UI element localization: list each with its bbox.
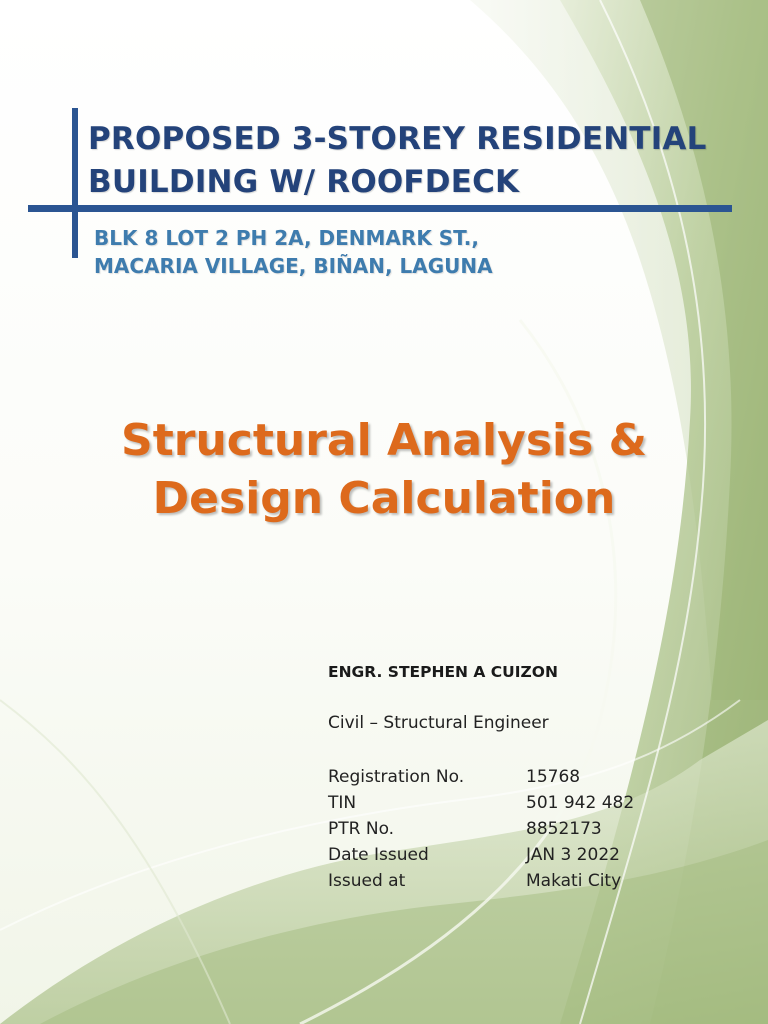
credential-value: Makati City (526, 871, 622, 891)
credential-value: 8852173 (526, 819, 602, 839)
project-title-line-2: BUILDING W/ ROOFDECK (88, 164, 520, 200)
title-vertical-accent-bar (72, 108, 78, 258)
credential-value: 501 942 482 (526, 793, 635, 813)
credential-value: JAN 3 2022 (526, 845, 620, 865)
engineer-credentials (328, 765, 668, 895)
credential-row-date-issued (328, 843, 668, 869)
credential-label: PTR No. (328, 819, 395, 839)
engineer-name: ENGR. STEPHEN A CUIZON (328, 663, 558, 681)
engineer-profession: Civil – Structural Engineer (328, 713, 549, 733)
title-horizontal-accent-bar (28, 205, 732, 212)
project-address (94, 224, 654, 280)
credential-row-registration (328, 765, 668, 791)
document-title (0, 412, 768, 528)
credential-label: Registration No. (328, 767, 465, 787)
document-title-line-2: Design Calculation (152, 473, 616, 524)
credential-value: 15768 (526, 767, 581, 787)
credential-label: TIN (328, 793, 357, 813)
credential-label: Date Issued (328, 845, 429, 865)
project-title-line-1: PROPOSED 3-STOREY RESIDENTIAL (88, 121, 707, 157)
credential-row-ptr (328, 817, 668, 843)
project-address-line-1: BLK 8 LOT 2 PH 2A, DENMARK ST., (94, 226, 479, 250)
project-address-line-2: MACARIA VILLAGE, BIÑAN, LAGUNA (94, 254, 493, 278)
credential-row-issued-at (328, 869, 668, 895)
credential-row-tin (328, 791, 668, 817)
document-title-line-1: Structural Analysis & (121, 415, 647, 466)
project-title (88, 118, 728, 204)
credential-label: Issued at (328, 871, 406, 891)
